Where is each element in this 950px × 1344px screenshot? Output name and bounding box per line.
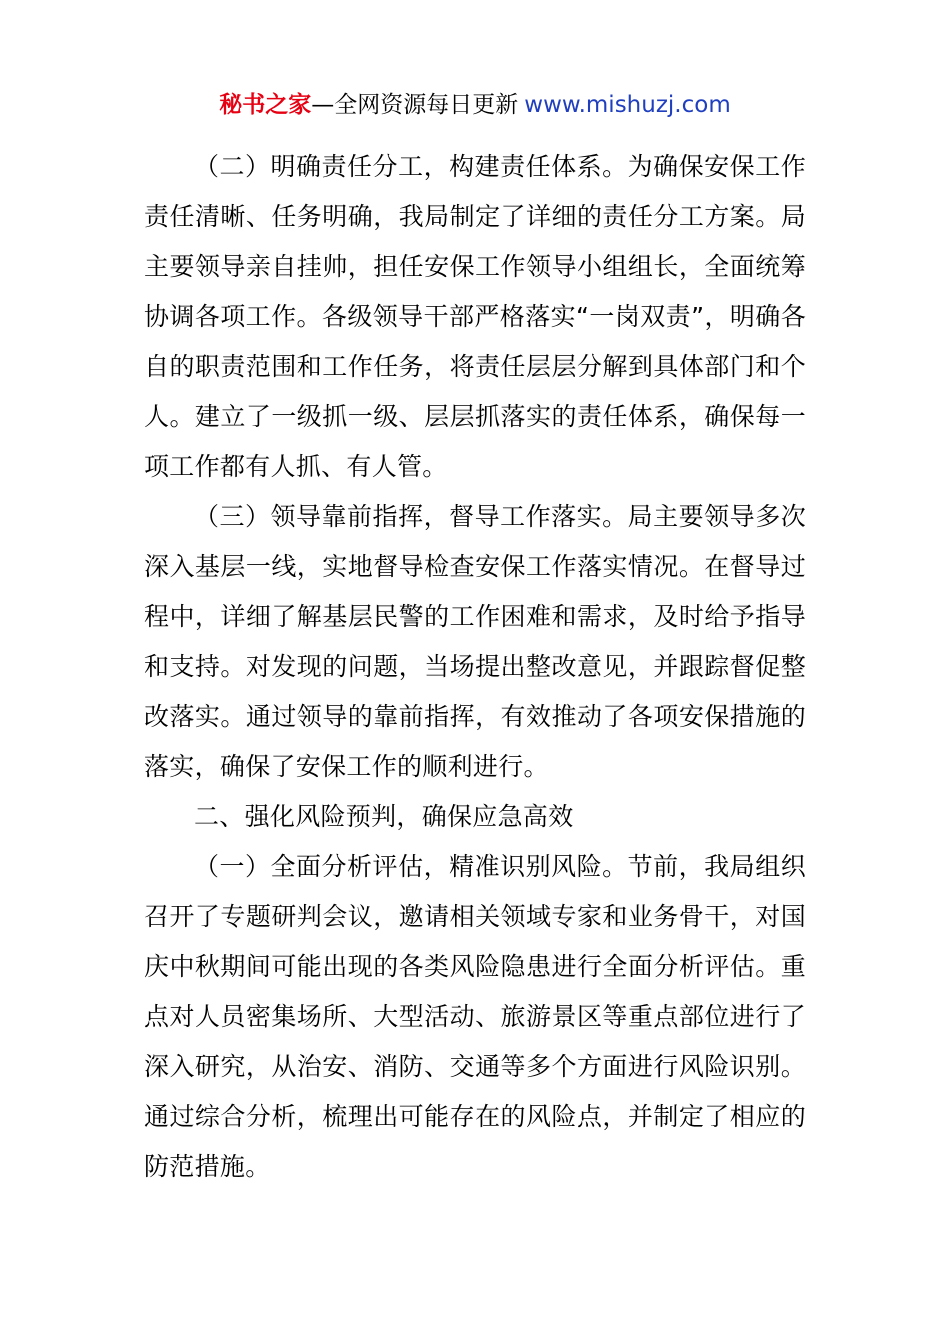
header-brand: 秘书之家 (219, 92, 312, 118)
section-heading: 二、强化风险预判，确保应急高效 (194, 802, 574, 831)
document-body (144, 142, 806, 1192)
page-header (0, 88, 950, 122)
paragraph-leadership: （三）领导靠前指挥，督导工作落实。局主要领导多次深入基层一线，实地督导检查安保工作落实情况。在督导过程中，详细了解基层民警的工作困难和需求，及时给予指导和支持。对发现的问题，当场提出整改意见，并跟踪督促整改落实。通过领导的靠前指挥，有效推动了各项安保措施的落实，确保了安保工作的顺利进行。 (144, 502, 806, 781)
header-dash: — (311, 92, 335, 118)
header-tagline: 全网资源每日更新 (334, 92, 519, 118)
header-url-link[interactable]: www.mishuzj.com (524, 92, 731, 118)
paragraph-responsibility: （二）明确责任分工，构建责任体系。为确保安保工作责任清晰、任务明确，我局制定了详细的责任分工方案。局主要领导亲自挂帅，担任安保工作领导小组组长，全面统筹协调各项工作。各级领导干部严格落实“一岗双责”，明确各自的职责范围和工作任务，将责任层层分解到具体部门和个人。建立了一级抓一级、层层抓落实的责任体系，确保每一项工作都有人抓、有人管。 (144, 152, 806, 481)
paragraph-risk-assessment: （一）全面分析评估，精准识别风险。节前，我局组织召开了专题研判会议，邀请相关领域专家和业务骨干，对国庆中秋期间可能出现的各类风险隐患进行全面分析评估。重点对人员密集场所、大型活动、旅游景区等重点部位进行了深入研究，从治安、消防、交通等多个方面进行风险识别。通过综合分析，梳理出可能存在的风险点，并制定了相应的防范措施。 (144, 852, 806, 1181)
